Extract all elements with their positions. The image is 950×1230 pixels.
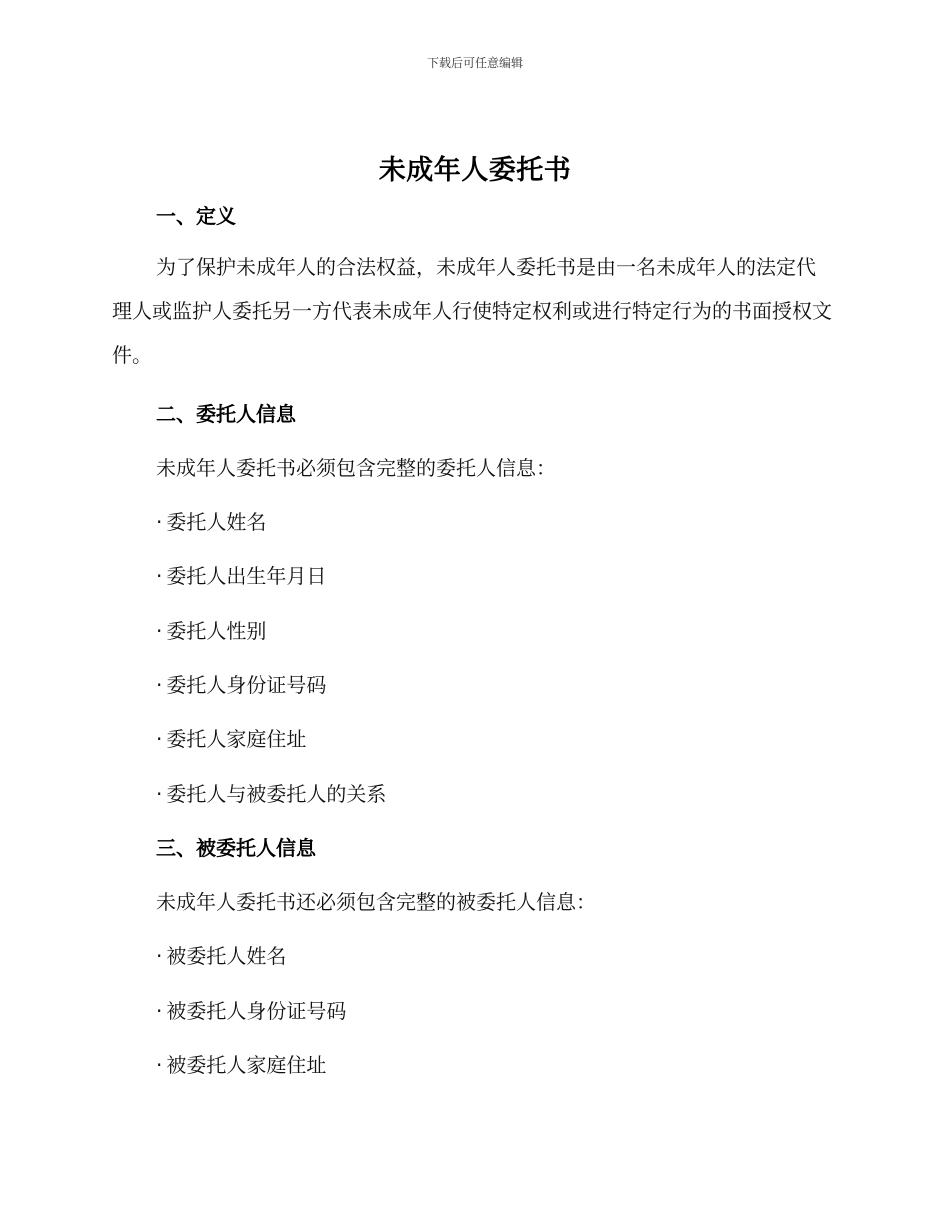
bullet-marker: ·: [156, 999, 163, 1023]
bullet-marker: ·: [156, 727, 163, 751]
principal-intro: 未成年人委托书必须包含完整的委托人信息：: [156, 456, 556, 480]
list-item-label: 被委托人身份证号码: [166, 999, 347, 1023]
agent-intro: 未成年人委托书还必须包含完整的被委托人信息：: [156, 890, 596, 914]
section-heading-definition: 一、定义: [156, 204, 236, 228]
list-item: [156, 560, 326, 589]
list-item-label: 委托人出生年月日: [166, 564, 327, 588]
list-item: [156, 995, 346, 1024]
header-note: 下载后可任意编辑: [426, 56, 523, 70]
list-item-label: 委托人身份证号码: [166, 673, 327, 697]
list-item: [156, 940, 286, 969]
bullet-marker: ·: [156, 1053, 163, 1077]
bullet-marker: ·: [156, 944, 163, 968]
section-heading-principal: 二、委托人信息: [156, 402, 296, 426]
list-item-label: 委托人与被委托人的关系: [166, 782, 387, 806]
list-item: [156, 778, 386, 807]
bullet-marker: ·: [156, 673, 163, 697]
list-item: [156, 1049, 326, 1078]
list-item-label: 被委托人家庭住址: [166, 1053, 327, 1077]
list-item-label: 委托人姓名: [166, 510, 267, 534]
section-heading-agent: 三、被委托人信息: [156, 836, 316, 860]
document-title: 未成年人委托书: [378, 155, 572, 186]
list-item: [156, 615, 266, 644]
list-item-label: 委托人性别: [166, 619, 267, 643]
definition-paragraph: 为了保护未成年人的合法权益，未成年人委托书是由一名未成年人的法定代理人或监护人委托另一方代表未成年人行使特定权利或进行特定行为的书面授权文件。: [112, 255, 832, 367]
list-item: [156, 506, 266, 535]
list-item-label: 被委托人姓名: [166, 944, 287, 968]
list-item: [156, 669, 326, 698]
list-item-label: 委托人家庭住址: [166, 727, 307, 751]
bullet-marker: ·: [156, 619, 163, 643]
list-item: [156, 723, 306, 752]
bullet-marker: ·: [156, 564, 163, 588]
bullet-marker: ·: [156, 782, 163, 806]
bullet-marker: ·: [156, 510, 163, 534]
